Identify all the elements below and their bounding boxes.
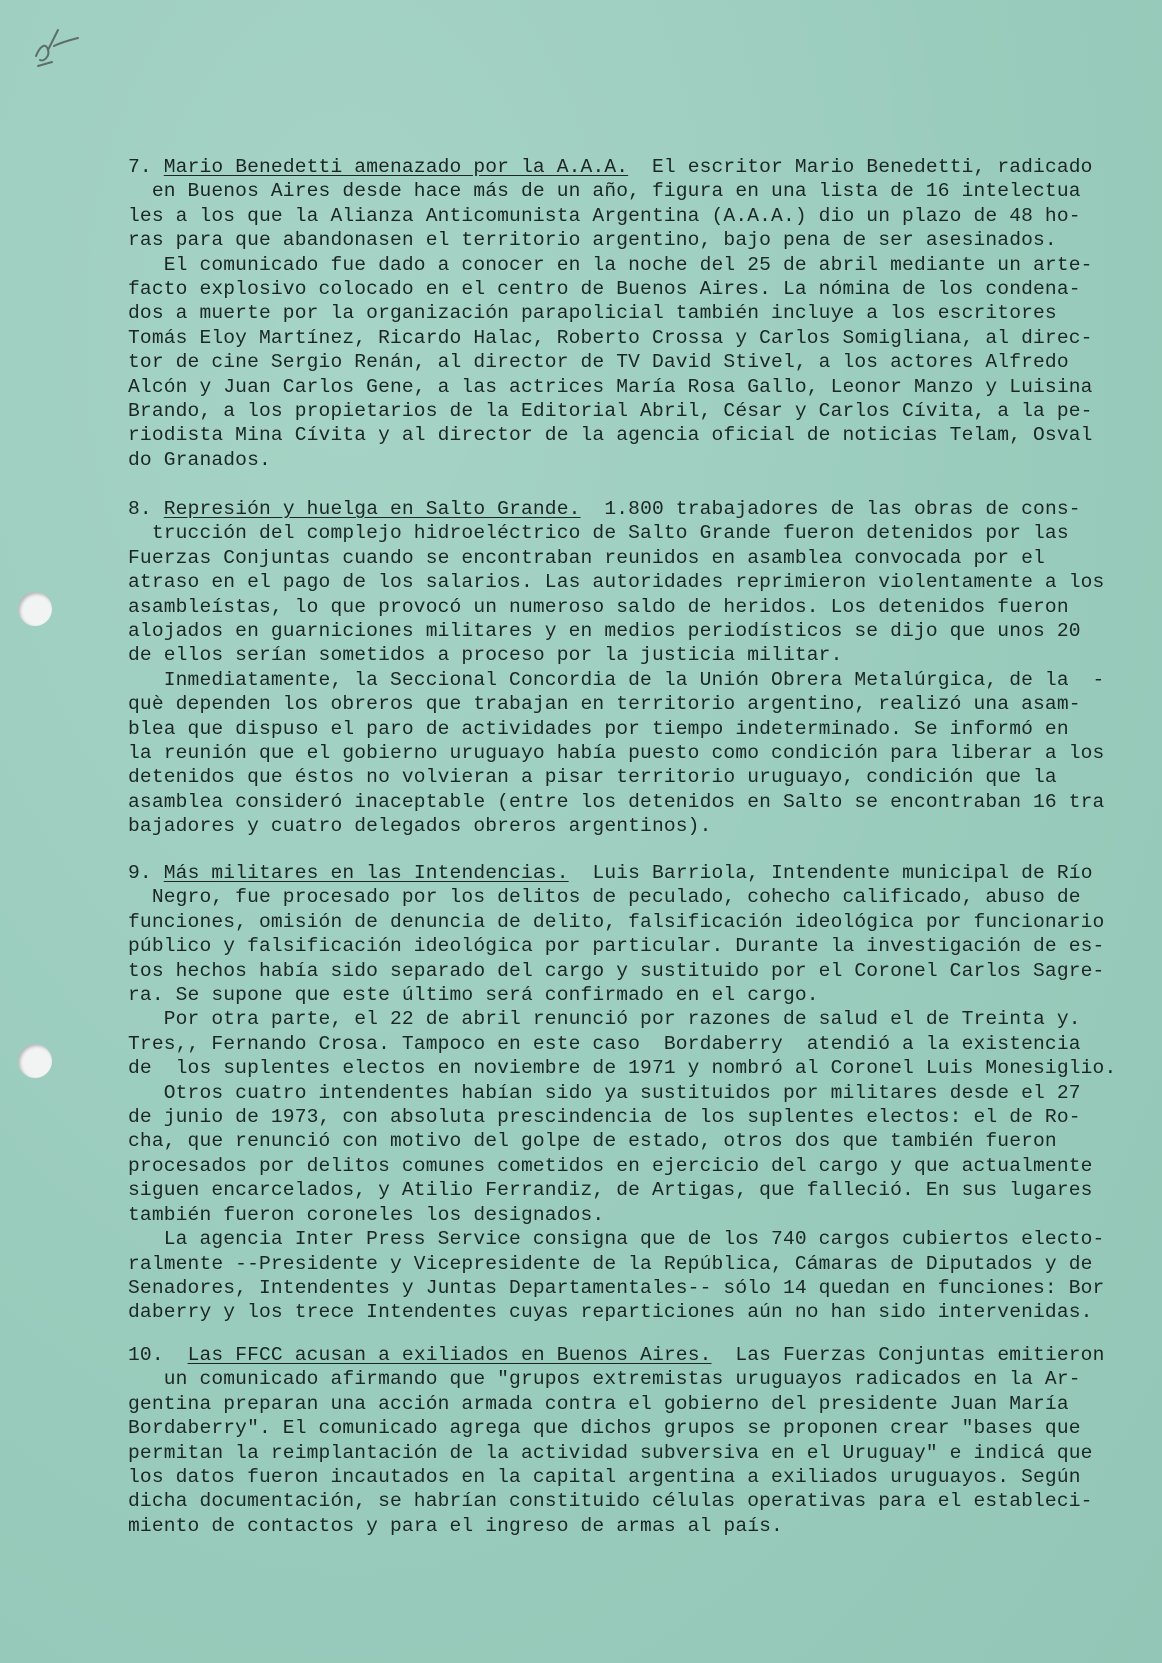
text-line: de ellos serían sometidos a proceso por la justicia militar. — [128, 644, 843, 667]
text-line: permitan la reimplantación de la actividad subversiva en el Uruguay" e indicá que — [128, 1441, 1093, 1464]
text-line: Otros cuatro intendentes habían sido ya sustituidos por militares desde el 27 — [128, 1081, 1081, 1104]
text-line: atraso en el pago de los salarios. Las autoridades reprimieron violentamente a los — [128, 571, 1105, 594]
text-line: dicha documentación, se habrían constituido células operativas para el estableci- — [128, 1490, 1093, 1513]
text-line: un comunicado afirmando que "grupos extremistas uruguayos radicados en la Ar- — [128, 1368, 1081, 1391]
text-line: asambleístas, lo que provocó un numeroso saldo de heridos. Los detenidos fueron — [128, 595, 1069, 618]
text-line: Fuerzas Conjuntas cuando se encontraban reunidos en asamblea convocada por el — [128, 546, 1045, 569]
section-number: 8. — [128, 498, 152, 520]
text-line: ras para que abandonasen el territorio argentino, bajo pena de ser asesinados. — [128, 229, 1057, 252]
section-8-first-line — [128, 497, 1128, 521]
section-7 — [128, 155, 1128, 472]
text-line: en Buenos Aires desde hace más de un año, figura en una lista de 16 intelectua — [128, 180, 1081, 203]
text-line: procesados por delitos comunes cometidos en ejercicio del cargo y que actualmente — [128, 1154, 1093, 1177]
section-number: 10. — [128, 1344, 164, 1366]
text-line: què dependen los obreros que trabajan en territorio argentino, realizó una asam- — [128, 693, 1081, 716]
text-line: La agencia Inter Press Service consigna que de los 740 cargos cubiertos electo- — [128, 1228, 1105, 1251]
section-10 — [128, 1343, 1128, 1538]
section-heading: Represión y huelga en Salto Grande. — [163, 498, 581, 520]
text-line: Bordaberry". El comunicado agrega que dichos grupos se proponen crear "bases que — [128, 1417, 1081, 1440]
text-line: miento de contactos y para el ingreso de armas al país. — [128, 1514, 783, 1537]
text-line: Luis Barriola, Intendente municipal de Río — [568, 862, 1093, 884]
text-line: funciones, omisión de denuncia de delito, falsificación ideológica por funcionario — [128, 910, 1105, 933]
text-line: también fueron coroneles los designados. — [128, 1203, 605, 1226]
punch-hole-upper — [18, 592, 52, 626]
handwritten-pencil-mark — [14, 16, 94, 76]
section-heading: Mario Benedetti amenazado por la A.A.A. — [163, 156, 629, 178]
text-line: Inmediatamente, la Seccional Concordia de la Unión Obrera Metalúrgica, de la - — [128, 668, 1105, 691]
text-line: siguen encarcelados, y Atilio Ferrandiz, de Artigas, que falleció. En sus lugares — [128, 1179, 1093, 1202]
text-line: Alcón y Juan Carlos Gene, a las actrices María Rosa Gallo, Leonor Manzo y Luisina — [128, 375, 1093, 398]
text-line: de junio de 1973, con absoluta prescindencia de los suplentes electos: el de Ro- — [128, 1106, 1081, 1129]
text-line: cha, que renunció con motivo del golpe de estado, otros dos que también fueron — [128, 1130, 1057, 1153]
text-line: alojados en guarniciones militares y en medios periodísticos se dijo que unos 20 — [128, 620, 1081, 643]
text-line: detenidos que éstos no volvieran a pisar territorio uruguayo, condición que la — [128, 766, 1057, 789]
section-9 — [128, 861, 1128, 1325]
text-line: Tomás Eloy Martínez, Ricardo Halac, Roberto Crossa y Carlos Somigliana, al direc- — [128, 326, 1093, 349]
section-7-first-line — [128, 155, 1128, 179]
text-line: trucción del complejo hidroeléctrico de Salto Grande fueron detenidos por las — [128, 522, 1069, 545]
text-line: Negro, fue procesado por los delitos de peculado, cohecho calificado, abuso de — [128, 886, 1081, 909]
text-line: riodista Mina Cívita y al director de la agencia oficial de noticias Telam, Osval — [128, 424, 1093, 447]
section-8 — [128, 497, 1128, 839]
text-line: daberry y los trece Intendentes cuyas reparticiones aún no han sido intervenidas. — [128, 1301, 1093, 1324]
text-line: Tres,, Fernando Crosa. Tampoco en este caso Bordaberry atendió a la existencia — [128, 1032, 1081, 1055]
text-line: de los suplentes electos en noviembre de 1971 y nombró al Coronel Luis Monesiglio. — [128, 1057, 1117, 1080]
section-number: 9. — [128, 862, 152, 884]
text-line: los datos fueron incautados en la capital argentina a exiliados uruguayos. Según — [128, 1466, 1081, 1489]
text-line: Por otra parte, el 22 de abril renunció por razones de salud el de Treinta y. — [128, 1008, 1081, 1031]
text-line: El escritor Mario Benedetti, radicado — [628, 156, 1093, 178]
text-line: blea que dispuso el paro de actividades por tiempo indeterminado. Se informó en — [128, 717, 1069, 740]
section-heading: Las FFCC acusan a exiliados en Buenos Aires. — [187, 1344, 712, 1366]
section-number: 7. — [128, 156, 152, 178]
text-line: les a los que la Alianza Anticomunista Argentina (A.A.A.) dio un plazo de 48 ho- — [128, 204, 1081, 227]
text-line: público y falsificación ideológica por particular. Durante la investigación de es- — [128, 935, 1105, 958]
text-line: gentina preparan una acción armada contra el gobierno del presidente Juan María — [128, 1392, 1069, 1415]
punch-hole-lower — [18, 1044, 52, 1078]
text-line: do Granados. — [128, 448, 271, 471]
text-line: facto explosivo colocado en el centro de Buenos Aires. La nómina de los condena- — [128, 278, 1081, 301]
text-line: El comunicado fue dado a conocer en la noche del 25 de abril mediante un arte- — [128, 253, 1093, 276]
section-9-first-line — [128, 861, 1128, 885]
text-line: Senadores, Intendentes y Juntas Departamentales-- sólo 14 quedan en funciones: Bor — [128, 1276, 1105, 1299]
section-10-first-line — [128, 1343, 1128, 1367]
text-line: bajadores y cuatro delegados obreros argentinos). — [128, 815, 712, 838]
text-line: ralmente --Presidente y Vicepresidente de la República, Cámaras de Diputados y de — [128, 1252, 1093, 1275]
text-line: 1.800 trabajadores de las obras de cons- — [580, 498, 1081, 520]
text-line: ra. Se supone que este último será confirmado en el cargo. — [128, 984, 819, 1007]
text-line: la reunión que el gobierno uruguayo había puesto como condición para liberar a los — [128, 742, 1105, 765]
text-line: Brando, a los propietarios de la Editorial Abril, César y Carlos Cívita, a la pe- — [128, 400, 1093, 423]
text-line: asamblea consideró inaceptable (entre los detenidos en Salto se encontraban 16 tra — [128, 790, 1105, 813]
text-line: dos a muerte por la organización parapolicial también incluye a los escritores — [128, 302, 1057, 325]
text-line: Las Fuerzas Conjuntas emitieron — [711, 1344, 1105, 1366]
text-line: tos hechos había sido separado del cargo y sustituido por el Coronel Carlos Sagre- — [128, 959, 1105, 982]
text-line: tor de cine Sergio Renán, al director de TV David Stivel, a los actores Alfredo — [128, 351, 1069, 374]
section-heading: Más militares en las Intendencias. — [163, 862, 569, 884]
